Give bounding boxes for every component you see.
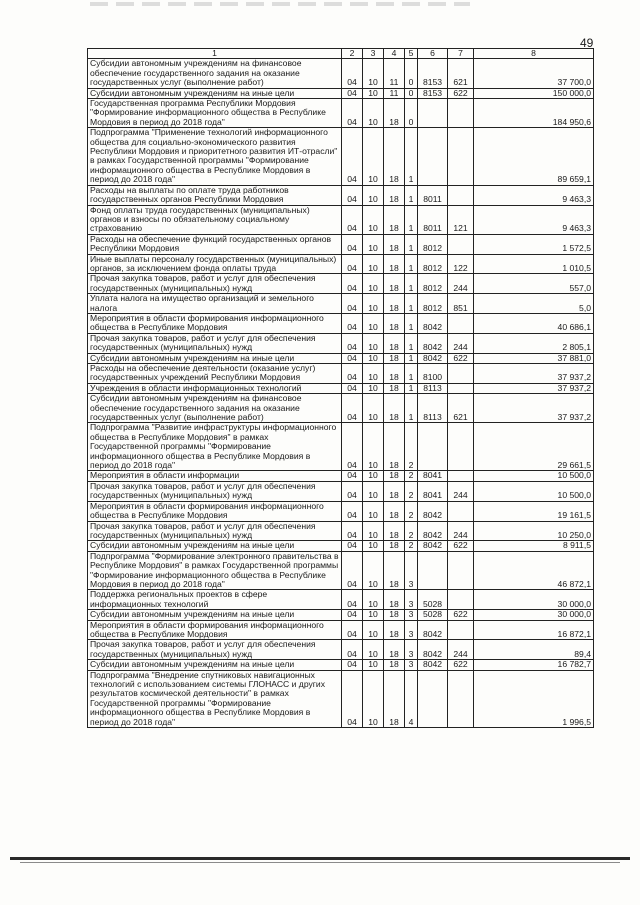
row-c5-cell: 3 <box>405 640 418 660</box>
row-c3-cell: 10 <box>363 481 384 501</box>
table-row <box>88 660 594 670</box>
row-c8-cell: 37 881,0 <box>474 353 594 363</box>
row-c3-cell: 10 <box>363 254 384 274</box>
row-c4-cell: 18 <box>384 501 405 521</box>
row-c4-cell: 18 <box>384 610 405 620</box>
table-row <box>88 254 594 274</box>
row-c2-cell: 04 <box>342 88 363 98</box>
row-c6-cell: 8042 <box>418 313 448 333</box>
row-c5-cell: 3 <box>405 551 418 590</box>
row-name-cell: Подпрограмма "Внедрение спутниковых навигационных технологий с использованием системы ГЛОНАСС и других результатов космической деятельности" в рамках Государственной программы "Формирование информационного общества в Республике Мордовия в период до 2018 года" <box>88 670 342 727</box>
row-c3-cell: 10 <box>363 234 384 254</box>
row-c2-cell: 04 <box>342 501 363 521</box>
row-c2-cell: 04 <box>342 394 363 423</box>
table-row <box>88 501 594 521</box>
row-c2-cell: 04 <box>342 294 363 314</box>
row-c7-cell <box>448 423 474 471</box>
row-name-cell: Прочая закупка товаров, работ и услуг для обеспечения государственных (муниципальных) нужд <box>88 640 342 660</box>
row-c5-cell: 1 <box>405 254 418 274</box>
table-row <box>88 551 594 590</box>
row-name-cell: Расходы на выплаты по оплате труда работников государственных органов Республики Мордовия <box>88 185 342 205</box>
row-name-cell: Иные выплаты персоналу государственных (муниципальных) органов, за исключением фонда оплаты труда <box>88 254 342 274</box>
row-c6-cell: 8042 <box>418 521 448 541</box>
row-c4-cell: 18 <box>384 394 405 423</box>
row-c4-cell: 18 <box>384 364 405 384</box>
row-c8-cell: 184 950,6 <box>474 99 594 128</box>
row-c3-cell: 10 <box>363 128 384 185</box>
row-name-cell: Прочая закупка товаров, работ и услуг для обеспечения государственных (муниципальных) нужд <box>88 481 342 501</box>
row-c4-cell: 18 <box>384 640 405 660</box>
row-c6-cell: 8100 <box>418 364 448 384</box>
row-c2-cell: 04 <box>342 670 363 727</box>
table-row <box>88 234 594 254</box>
row-c2-cell: 04 <box>342 541 363 551</box>
row-c3-cell: 10 <box>363 59 384 88</box>
row-c7-cell: 851 <box>448 294 474 314</box>
row-c6-cell: 8042 <box>418 353 448 363</box>
row-c5-cell: 0 <box>405 88 418 98</box>
row-c3-cell: 10 <box>363 294 384 314</box>
row-c4-cell: 18 <box>384 590 405 610</box>
row-c8-cell: 10 250,0 <box>474 521 594 541</box>
table-row <box>88 610 594 620</box>
row-c2-cell: 04 <box>342 640 363 660</box>
header-cell: 7 <box>448 49 474 59</box>
row-c6-cell: 8041 <box>418 481 448 501</box>
table-row <box>88 274 594 294</box>
row-c4-cell: 18 <box>384 205 405 234</box>
row-c8-cell: 19 161,5 <box>474 501 594 521</box>
row-c8-cell: 29 661,5 <box>474 423 594 471</box>
table-header-row <box>88 49 594 59</box>
table-row <box>88 521 594 541</box>
row-name-cell: Мероприятия в области формирования информационного общества в Республике Мордовия <box>88 501 342 521</box>
table-row <box>88 541 594 551</box>
row-c4-cell: 18 <box>384 481 405 501</box>
row-c2-cell: 04 <box>342 59 363 88</box>
row-c6-cell: 8012 <box>418 254 448 274</box>
row-c8-cell: 89 659,1 <box>474 128 594 185</box>
row-c3-cell: 10 <box>363 383 384 393</box>
row-c4-cell: 18 <box>384 620 405 640</box>
row-c8-cell: 150 000,0 <box>474 88 594 98</box>
row-c5-cell: 1 <box>405 128 418 185</box>
row-c5-cell: 1 <box>405 364 418 384</box>
row-c7-cell <box>448 364 474 384</box>
page-number: 49 <box>580 36 594 50</box>
row-c5-cell: 1 <box>405 294 418 314</box>
row-name-cell: Уплата налога на имущество организаций и земельного налога <box>88 294 342 314</box>
table-row <box>88 364 594 384</box>
bottom-rule-thin <box>20 862 620 863</box>
row-c2-cell: 04 <box>342 185 363 205</box>
table-row <box>88 205 594 234</box>
table-row <box>88 481 594 501</box>
row-c7-cell: 622 <box>448 660 474 670</box>
row-c6-cell: 8042 <box>418 640 448 660</box>
row-c6-cell: 8153 <box>418 59 448 88</box>
row-c6-cell: 8011 <box>418 185 448 205</box>
row-c2-cell: 04 <box>342 481 363 501</box>
row-c8-cell: 10 500,0 <box>474 471 594 481</box>
row-c8-cell: 2 805,1 <box>474 333 594 353</box>
row-c6-cell: 8153 <box>418 88 448 98</box>
row-c4-cell: 18 <box>384 128 405 185</box>
row-c7-cell: 121 <box>448 205 474 234</box>
row-name-cell: Субсидии автономным учреждениям на иные цели <box>88 610 342 620</box>
row-c2-cell: 04 <box>342 205 363 234</box>
row-c4-cell: 18 <box>384 423 405 471</box>
row-c4-cell: 18 <box>384 333 405 353</box>
row-c5-cell: 1 <box>405 274 418 294</box>
row-c8-cell: 9 463,3 <box>474 185 594 205</box>
row-c3-cell: 10 <box>363 541 384 551</box>
row-c4-cell: 18 <box>384 471 405 481</box>
header-cell: 1 <box>88 49 342 59</box>
row-c6-cell: 8041 <box>418 471 448 481</box>
row-c3-cell: 10 <box>363 88 384 98</box>
row-c2-cell: 04 <box>342 423 363 471</box>
row-c2-cell: 04 <box>342 590 363 610</box>
table-row <box>88 333 594 353</box>
table-row <box>88 383 594 393</box>
row-name-cell: Субсидии автономным учреждениям на финансовое обеспечение государственного задания на оказание государственных услуг (выполнение работ) <box>88 394 342 423</box>
budget-table-sheet <box>87 48 593 728</box>
row-c8-cell: 1 996,5 <box>474 670 594 727</box>
row-c3-cell: 10 <box>363 364 384 384</box>
row-c8-cell: 30 000,0 <box>474 610 594 620</box>
row-c3-cell: 10 <box>363 353 384 363</box>
row-c8-cell: 30 000,0 <box>474 590 594 610</box>
row-name-cell: Субсидии автономным учреждениям на иные цели <box>88 541 342 551</box>
table-row <box>88 640 594 660</box>
row-c4-cell: 18 <box>384 274 405 294</box>
row-c2-cell: 04 <box>342 383 363 393</box>
row-c8-cell: 40 686,1 <box>474 313 594 333</box>
row-c7-cell: 621 <box>448 59 474 88</box>
row-c4-cell: 18 <box>384 234 405 254</box>
table-row <box>88 353 594 363</box>
row-c8-cell: 557,0 <box>474 274 594 294</box>
row-c3-cell: 10 <box>363 274 384 294</box>
row-c3-cell: 10 <box>363 610 384 620</box>
row-name-cell: Субсидии автономным учреждениям на иные цели <box>88 660 342 670</box>
row-c2-cell: 04 <box>342 620 363 640</box>
row-c5-cell: 4 <box>405 670 418 727</box>
row-name-cell: Мероприятия в области формирования информационного общества в Республике Мордовия <box>88 313 342 333</box>
row-c4-cell: 18 <box>384 541 405 551</box>
row-c7-cell <box>448 185 474 205</box>
row-c5-cell: 1 <box>405 353 418 363</box>
row-c3-cell: 10 <box>363 551 384 590</box>
row-name-cell: Расходы на обеспечение деятельности (оказание услуг) государственных учреждений Республики Мордовия <box>88 364 342 384</box>
row-c7-cell <box>448 620 474 640</box>
table-row <box>88 59 594 88</box>
row-c8-cell: 1 572,5 <box>474 234 594 254</box>
row-name-cell: Мероприятия в области формирования информационного общества в Республике Мордовия <box>88 620 342 640</box>
row-c8-cell: 37 700,0 <box>474 59 594 88</box>
header-cell: 5 <box>405 49 418 59</box>
row-c4-cell: 18 <box>384 383 405 393</box>
row-c8-cell: 1 010,5 <box>474 254 594 274</box>
row-c2-cell: 04 <box>342 99 363 128</box>
row-c3-cell: 10 <box>363 471 384 481</box>
row-name-cell: Прочая закупка товаров, работ и услуг для обеспечения государственных (муниципальных) нужд <box>88 333 342 353</box>
table-row <box>88 620 594 640</box>
row-c8-cell: 46 872,1 <box>474 551 594 590</box>
row-c7-cell <box>448 313 474 333</box>
row-c4-cell: 11 <box>384 88 405 98</box>
row-c5-cell: 2 <box>405 541 418 551</box>
row-c5-cell: 2 <box>405 423 418 471</box>
row-c7-cell <box>448 234 474 254</box>
row-c3-cell: 10 <box>363 185 384 205</box>
row-c3-cell: 10 <box>363 660 384 670</box>
row-c4-cell: 18 <box>384 353 405 363</box>
row-c6-cell: 8012 <box>418 294 448 314</box>
row-c3-cell: 10 <box>363 620 384 640</box>
row-c7-cell <box>448 590 474 610</box>
row-c6-cell <box>418 99 448 128</box>
row-c5-cell: 3 <box>405 610 418 620</box>
header-cell: 8 <box>474 49 594 59</box>
row-c6-cell <box>418 128 448 185</box>
row-c7-cell <box>448 383 474 393</box>
row-c6-cell: 8042 <box>418 620 448 640</box>
row-c7-cell: 122 <box>448 254 474 274</box>
row-c3-cell: 10 <box>363 590 384 610</box>
row-name-cell: Подпрограмма "Формирование электронного правительства в Республике Мордовия" в рамках Государственной программы "Формирование информационного общества в Республике Мордовия в период до 2018 года" <box>88 551 342 590</box>
table-row <box>88 99 594 128</box>
header-cell: 4 <box>384 49 405 59</box>
row-c2-cell: 04 <box>342 254 363 274</box>
row-c2-cell: 04 <box>342 551 363 590</box>
row-name-cell: Государственная программа Республики Мордовия "Формирование информационного общества в Республике Мордовия в период до 2018 года" <box>88 99 342 128</box>
row-name-cell: Учреждения в области информационных технологий <box>88 383 342 393</box>
row-c5-cell: 1 <box>405 383 418 393</box>
table-row <box>88 313 594 333</box>
row-c2-cell: 04 <box>342 313 363 333</box>
row-c3-cell: 10 <box>363 501 384 521</box>
row-c7-cell: 244 <box>448 274 474 294</box>
row-c5-cell: 3 <box>405 620 418 640</box>
row-c7-cell <box>448 471 474 481</box>
row-c7-cell <box>448 128 474 185</box>
row-c2-cell: 04 <box>342 610 363 620</box>
row-c7-cell <box>448 551 474 590</box>
row-c6-cell: 8042 <box>418 541 448 551</box>
row-c8-cell: 37 937,2 <box>474 364 594 384</box>
row-c5-cell: 2 <box>405 471 418 481</box>
row-name-cell: Поддержка региональных проектов в сфере информационных технологий <box>88 590 342 610</box>
row-name-cell: Прочая закупка товаров, работ и услуг для обеспечения государственных (муниципальных) нужд <box>88 274 342 294</box>
header-cell: 6 <box>418 49 448 59</box>
table-row <box>88 471 594 481</box>
row-c4-cell: 18 <box>384 294 405 314</box>
row-c3-cell: 10 <box>363 640 384 660</box>
row-name-cell: Расходы на обеспечение функций государственных органов Республики Мордовия <box>88 234 342 254</box>
row-c5-cell: 1 <box>405 313 418 333</box>
row-c6-cell: 8113 <box>418 383 448 393</box>
header-cell: 3 <box>363 49 384 59</box>
row-c3-cell: 10 <box>363 333 384 353</box>
row-c2-cell: 04 <box>342 353 363 363</box>
row-c3-cell: 10 <box>363 99 384 128</box>
row-c7-cell: 244 <box>448 640 474 660</box>
row-c3-cell: 10 <box>363 521 384 541</box>
row-c4-cell: 18 <box>384 670 405 727</box>
row-c3-cell: 10 <box>363 670 384 727</box>
row-c7-cell: 244 <box>448 481 474 501</box>
row-c6-cell: 5028 <box>418 590 448 610</box>
row-c2-cell: 04 <box>342 521 363 541</box>
row-c6-cell <box>418 551 448 590</box>
row-c5-cell: 3 <box>405 660 418 670</box>
row-c5-cell: 2 <box>405 521 418 541</box>
row-c3-cell: 10 <box>363 423 384 471</box>
row-name-cell: Мероприятия в области информации <box>88 471 342 481</box>
bottom-rule <box>10 857 630 860</box>
row-c6-cell: 8042 <box>418 333 448 353</box>
row-name-cell: Субсидии автономным учреждениям на финансовое обеспечение государственного задания на оказание государственных услуг (выполнение работ) <box>88 59 342 88</box>
row-c4-cell: 18 <box>384 254 405 274</box>
row-c7-cell <box>448 99 474 128</box>
row-c2-cell: 04 <box>342 234 363 254</box>
row-c6-cell: 8042 <box>418 660 448 670</box>
row-c8-cell: 10 500,0 <box>474 481 594 501</box>
row-c7-cell: 622 <box>448 541 474 551</box>
row-c2-cell: 04 <box>342 364 363 384</box>
row-c5-cell: 1 <box>405 333 418 353</box>
row-c6-cell: 8042 <box>418 501 448 521</box>
row-c6-cell: 8113 <box>418 394 448 423</box>
row-c5-cell: 2 <box>405 501 418 521</box>
row-c4-cell: 18 <box>384 551 405 590</box>
row-name-cell: Прочая закупка товаров, работ и услуг для обеспечения государственных (муниципальных) нужд <box>88 521 342 541</box>
row-c8-cell: 9 463,3 <box>474 205 594 234</box>
row-c5-cell: 1 <box>405 205 418 234</box>
row-c6-cell: 8011 <box>418 205 448 234</box>
row-c6-cell: 8012 <box>418 234 448 254</box>
table-row <box>88 185 594 205</box>
row-c7-cell: 621 <box>448 394 474 423</box>
row-c6-cell: 5028 <box>418 610 448 620</box>
row-c6-cell <box>418 670 448 727</box>
row-c3-cell: 10 <box>363 394 384 423</box>
row-c8-cell: 37 937,2 <box>474 383 594 393</box>
table-row <box>88 394 594 423</box>
row-c4-cell: 18 <box>384 521 405 541</box>
row-c2-cell: 04 <box>342 128 363 185</box>
row-c8-cell: 16 872,1 <box>474 620 594 640</box>
row-c7-cell: 622 <box>448 88 474 98</box>
row-c5-cell: 3 <box>405 590 418 610</box>
row-c5-cell: 0 <box>405 99 418 128</box>
row-name-cell: Подпрограмма "Развитие инфраструктуры информационного общества в Республике Мордовия" в рамках Государственной программы "Формирование информационного общества в Республике Мордовия в период до 2018 года" <box>88 423 342 471</box>
row-c2-cell: 04 <box>342 471 363 481</box>
row-c4-cell: 18 <box>384 99 405 128</box>
scan-artifact <box>90 2 470 6</box>
row-name-cell: Субсидии автономным учреждениям на иные цели <box>88 88 342 98</box>
row-c3-cell: 10 <box>363 313 384 333</box>
row-c7-cell: 622 <box>448 353 474 363</box>
row-c7-cell: 244 <box>448 521 474 541</box>
row-c7-cell: 244 <box>448 333 474 353</box>
row-name-cell: Субсидии автономным учреждениям на иные цели <box>88 353 342 363</box>
row-c5-cell: 0 <box>405 59 418 88</box>
table-row <box>88 128 594 185</box>
row-c5-cell: 2 <box>405 481 418 501</box>
row-c7-cell <box>448 501 474 521</box>
table-row <box>88 423 594 471</box>
row-c5-cell: 1 <box>405 234 418 254</box>
row-c4-cell: 18 <box>384 660 405 670</box>
row-c7-cell <box>448 670 474 727</box>
row-c5-cell: 1 <box>405 185 418 205</box>
row-c2-cell: 04 <box>342 333 363 353</box>
table-row <box>88 670 594 727</box>
table-row <box>88 294 594 314</box>
budget-table <box>87 48 594 728</box>
row-c4-cell: 18 <box>384 185 405 205</box>
table-row <box>88 590 594 610</box>
row-c2-cell: 04 <box>342 274 363 294</box>
row-c4-cell: 11 <box>384 59 405 88</box>
row-c8-cell: 89,4 <box>474 640 594 660</box>
row-c8-cell: 37 937,2 <box>474 394 594 423</box>
header-cell: 2 <box>342 49 363 59</box>
row-c7-cell: 622 <box>448 610 474 620</box>
row-name-cell: Подпрограмма "Применение технологий информационного общества для социально-экономического развития Республики Мордовия и приоритетного развития ИТ-отрасли" в рамках Государственной программы "Формирование информационного общества в Республике Мордовия в период до 2018 года" <box>88 128 342 185</box>
row-c8-cell: 5,0 <box>474 294 594 314</box>
row-c8-cell: 8 911,5 <box>474 541 594 551</box>
table-row <box>88 88 594 98</box>
row-c4-cell: 18 <box>384 313 405 333</box>
row-c5-cell: 1 <box>405 394 418 423</box>
row-c2-cell: 04 <box>342 660 363 670</box>
row-c6-cell: 8012 <box>418 274 448 294</box>
row-name-cell: Фонд оплаты труда государственных (муниципальных) органов и взносы по обязательному социальному страхованию <box>88 205 342 234</box>
row-c8-cell: 16 782,7 <box>474 660 594 670</box>
row-c6-cell <box>418 423 448 471</box>
row-c3-cell: 10 <box>363 205 384 234</box>
